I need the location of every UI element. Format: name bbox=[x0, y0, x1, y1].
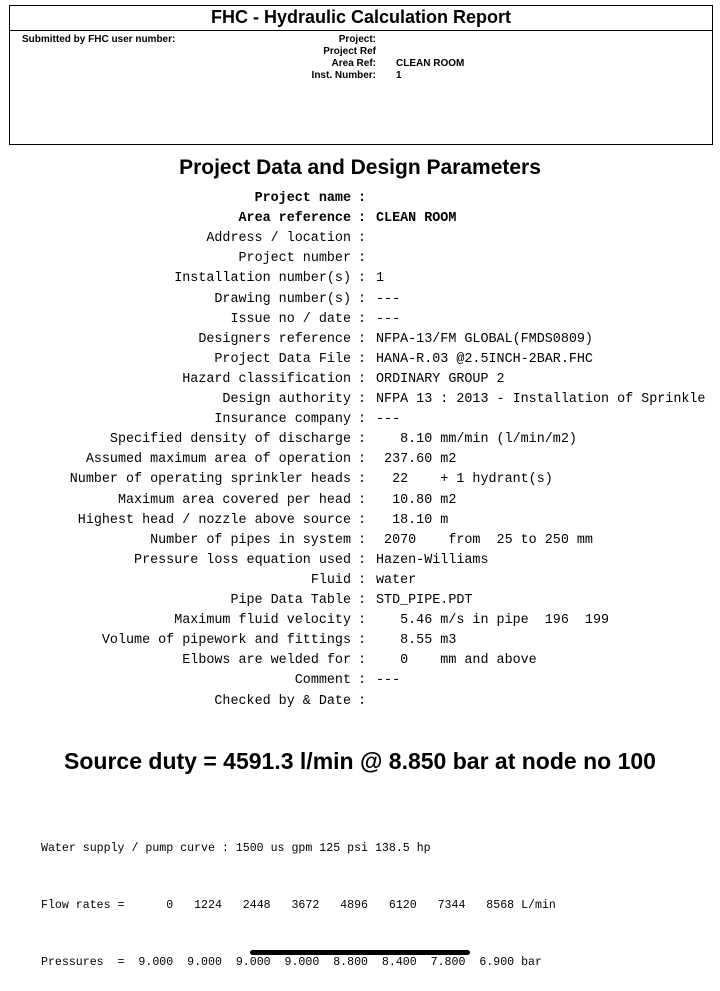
param-label: Pipe Data Table bbox=[230, 593, 351, 608]
pressures-line bbox=[41, 953, 556, 972]
param-row bbox=[0, 450, 720, 470]
param-value: 22 + 1 hydrant(s) bbox=[376, 472, 553, 488]
param-separator: : bbox=[358, 291, 367, 307]
param-row bbox=[0, 189, 720, 209]
param-label: Design authority bbox=[222, 392, 351, 407]
param-row bbox=[0, 430, 720, 450]
param-label: Installation number(s) bbox=[174, 271, 351, 287]
param-separator: : bbox=[358, 452, 367, 468]
param-label: Project name bbox=[254, 191, 351, 206]
param-separator: : bbox=[358, 572, 367, 588]
flow-rates-label: Flow rates = bbox=[41, 899, 125, 912]
param-separator: : bbox=[358, 532, 367, 548]
param-row bbox=[0, 671, 720, 691]
param-row bbox=[0, 692, 720, 712]
param-value: HANA-R.03 @2.5INCH-2BAR.FHC bbox=[376, 351, 593, 367]
param-separator: : bbox=[358, 552, 367, 568]
param-label: Checked by & Date bbox=[214, 693, 351, 709]
param-row bbox=[0, 390, 720, 410]
meta-area-ref-value: CLEAN ROOM bbox=[396, 58, 465, 69]
param-value: 8.10 mm/min (l/min/m2) bbox=[376, 432, 577, 448]
param-row bbox=[0, 551, 720, 571]
param-value: ORDINARY GROUP 2 bbox=[376, 371, 505, 387]
param-value: --- bbox=[376, 412, 401, 428]
param-separator: : bbox=[358, 492, 367, 508]
param-label: Hazard classification bbox=[182, 371, 351, 387]
param-value: --- bbox=[376, 673, 401, 689]
param-row bbox=[0, 611, 720, 631]
source-duty: Source duty = 4591.3 l/min @ 8.850 bar at node no 100 bbox=[64, 748, 656, 774]
meta-inst-number-label: Inst. Number: bbox=[311, 70, 376, 81]
param-label: Project Data File bbox=[214, 351, 351, 367]
pressures-unit: bar bbox=[521, 956, 542, 969]
param-row bbox=[0, 631, 720, 651]
param-row bbox=[0, 229, 720, 249]
pump-curve-line: Water supply / pump curve : 1500 us gpm 125 psi 138.5 hp bbox=[41, 842, 431, 855]
param-value: 0 mm and above bbox=[376, 653, 537, 669]
param-row bbox=[0, 491, 720, 511]
param-row bbox=[0, 290, 720, 310]
param-label: Specified density of discharge bbox=[109, 432, 351, 448]
param-label: Number of operating sprinkler heads bbox=[69, 472, 351, 488]
param-row bbox=[0, 249, 720, 269]
meta-inst-number-value: 1 bbox=[396, 70, 402, 81]
param-separator: : bbox=[358, 311, 367, 327]
param-label: Project number bbox=[238, 251, 351, 267]
water-supply-block bbox=[41, 801, 556, 991]
param-value: Hazen-Williams bbox=[376, 552, 489, 568]
param-label: Assumed maximum area of operation bbox=[85, 452, 351, 468]
pressures-values: 9.000 9.000 9.000 9.000 8.800 8.400 7.800 6.900 bbox=[124, 956, 515, 969]
flow-rates-line bbox=[41, 896, 556, 915]
param-value: 18.10 m bbox=[376, 512, 449, 528]
param-value: 5.46 m/s in pipe 196 199 bbox=[376, 613, 610, 629]
param-label: Pressure loss equation used bbox=[134, 552, 351, 568]
param-row bbox=[0, 370, 720, 390]
param-value: 2070 from 25 to 250 mm bbox=[376, 532, 593, 548]
meta-project-label: Project: bbox=[338, 34, 376, 45]
param-separator: : bbox=[358, 211, 367, 227]
param-separator: : bbox=[358, 593, 367, 608]
param-row bbox=[0, 410, 720, 430]
param-label: Number of pipes in system bbox=[150, 532, 351, 548]
param-value: NFPA-13/FM GLOBAL(FMDS0809) bbox=[376, 331, 593, 347]
report-title: FHC - Hydraulic Calculation Report bbox=[10, 6, 712, 31]
param-row bbox=[0, 511, 720, 531]
param-row bbox=[0, 350, 720, 370]
param-separator: : bbox=[358, 432, 367, 448]
flow-rates-unit: L/min bbox=[521, 899, 556, 912]
param-separator: : bbox=[358, 613, 367, 629]
param-separator: : bbox=[358, 512, 367, 528]
design-parameters-list bbox=[0, 189, 720, 719]
report-header bbox=[9, 5, 713, 145]
param-value: STD_PIPE.PDT bbox=[376, 593, 473, 608]
param-value: NFPA 13 : 2013 - Installation of Sprinkle bbox=[376, 392, 706, 407]
param-label: Maximum area covered per head bbox=[117, 492, 351, 508]
param-value: --- bbox=[376, 291, 401, 307]
param-row bbox=[0, 209, 720, 229]
param-row bbox=[0, 531, 720, 551]
param-value: 237.60 m2 bbox=[376, 452, 457, 468]
param-row bbox=[0, 651, 720, 671]
param-label: Maximum fluid velocity bbox=[174, 613, 351, 629]
submitted-by-label: Submitted by FHC user number: bbox=[22, 34, 176, 45]
param-separator: : bbox=[358, 673, 367, 689]
param-row bbox=[0, 269, 720, 289]
param-separator: : bbox=[358, 191, 367, 206]
param-row bbox=[0, 571, 720, 591]
param-label: Designers reference bbox=[198, 331, 351, 347]
param-value: 1 bbox=[376, 271, 385, 287]
param-value: water bbox=[376, 572, 417, 588]
param-value: 8.55 m3 bbox=[376, 633, 457, 649]
flow-rates-values: 0 1224 2448 3672 4896 6120 7344 8568 bbox=[124, 899, 515, 912]
param-row bbox=[0, 330, 720, 350]
param-value: --- bbox=[376, 311, 401, 327]
section-title: Project Data and Design Parameters bbox=[179, 156, 541, 179]
param-separator: : bbox=[358, 693, 367, 709]
param-label: Fluid bbox=[310, 572, 351, 588]
param-label: Volume of pipework and fittings bbox=[101, 633, 351, 649]
param-separator: : bbox=[358, 653, 367, 669]
home-indicator[interactable] bbox=[250, 950, 470, 955]
param-row bbox=[0, 591, 720, 611]
param-label: Drawing number(s) bbox=[214, 291, 351, 307]
param-value: 10.80 m2 bbox=[376, 492, 457, 508]
param-separator: : bbox=[358, 351, 367, 367]
param-separator: : bbox=[358, 633, 367, 649]
meta-project-ref-label: Project Ref bbox=[323, 46, 376, 57]
param-value: CLEAN ROOM bbox=[376, 211, 457, 227]
pressures-label: Pressures = bbox=[41, 956, 125, 969]
meta-area-ref-label: Area Ref: bbox=[331, 58, 376, 69]
param-label: Address / location bbox=[206, 231, 351, 247]
param-row bbox=[0, 470, 720, 490]
param-separator: : bbox=[358, 271, 367, 287]
param-label: Comment bbox=[294, 673, 351, 689]
param-separator: : bbox=[358, 412, 367, 428]
param-row bbox=[0, 310, 720, 330]
param-separator: : bbox=[358, 331, 367, 347]
param-label: Area reference bbox=[238, 211, 351, 227]
param-separator: : bbox=[358, 392, 367, 407]
param-separator: : bbox=[358, 251, 367, 267]
param-label: Issue no / date bbox=[230, 311, 351, 327]
param-separator: : bbox=[358, 472, 367, 488]
param-separator: : bbox=[358, 231, 367, 247]
param-label: Elbows are welded for bbox=[182, 653, 351, 669]
param-label: Highest head / nozzle above source bbox=[77, 512, 351, 528]
param-separator: : bbox=[358, 371, 367, 387]
param-label: Insurance company bbox=[214, 412, 351, 428]
